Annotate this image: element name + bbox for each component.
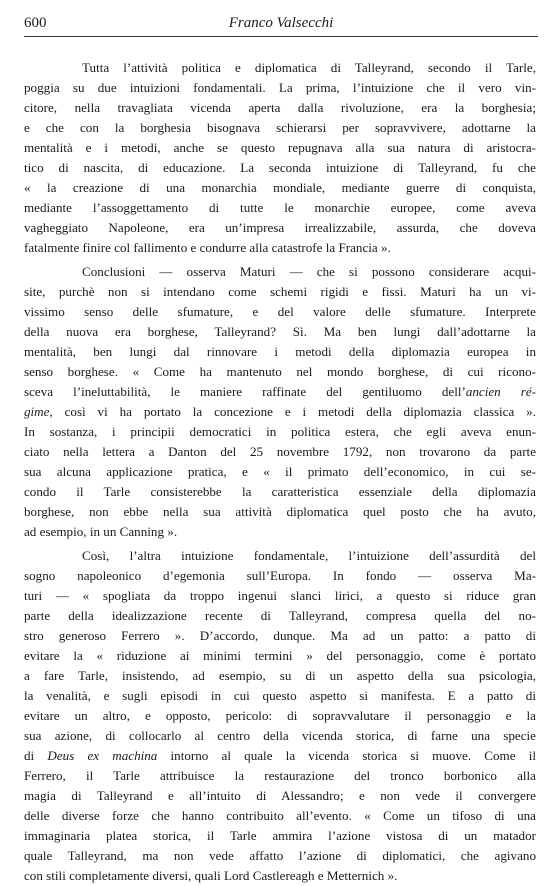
text-span: fatalmente finire col fallimento e condurre alla catastrofe la Francia ». (24, 240, 391, 255)
text-line (24, 806, 536, 826)
body-text (24, 58, 536, 886)
text-line (24, 626, 536, 646)
text-line (24, 502, 536, 522)
text-line (24, 58, 536, 78)
text-span: intorno al quale la vicenda storica si muove. Come il (157, 748, 536, 763)
text-span: mentalità, ben lungi dal rinnovare i metodi della diplomazia europea in (24, 344, 536, 359)
text-span: quale Talleyrand, ma non vede affatto l’azione di diplomatici, che agivano (24, 848, 536, 863)
text-line (24, 846, 536, 866)
text-span: parte della idealizzazione recente di Talleyrand, compresa quella del no- (24, 608, 536, 623)
text-line (24, 666, 536, 686)
text-span: sogno napoleonico d’egemonia sull’Europa. In fondo — osserva Ma- (24, 568, 536, 583)
italic-text: gime (24, 404, 50, 419)
text-span: di (24, 748, 48, 763)
text-span: sceva l’ineluttabilità, le maniere raffinate del gentiluomo dell’ (24, 384, 466, 399)
text-span: vagheggiato Napoleone, era un’impresa irrealizzabile, assurda, che doveva (24, 220, 536, 235)
text-span: poggia su due intuizioni fondamentali. La prima, l’intuizione che il vero vin- (24, 80, 536, 95)
text-span: con stili completamente diversi, quali Lord Castlereagh e Metternich ». (24, 868, 398, 883)
text-span: immaginaria platea storica, il Tarle ammira l’azione vistosa di un matador (24, 828, 536, 843)
text-line (24, 482, 536, 502)
text-span: turi — « spogliata da troppo ingenui slanci lirici, a questo si riduce gran (24, 588, 536, 603)
text-line (24, 302, 536, 322)
text-span: sua alcuna applicazione pratica, e « il primato dell’economico, in cui se- (24, 464, 536, 479)
text-line (24, 646, 536, 666)
text-line (24, 766, 536, 786)
text-span: mentalità e i metodi, anche se questo repugnava alla sua natura di aristocra- (24, 140, 536, 155)
header-rule (24, 36, 538, 37)
text-line (24, 422, 536, 442)
text-span: borghese, non ebbe nella sua attività diplomatica quel posto che ha avuto, (24, 504, 536, 519)
text-span: stro generoso Ferrero ». D’accordo, dunque. Ma ad un patto: a patto di (24, 628, 536, 643)
text-line (24, 282, 536, 302)
text-span: vissimo senso delle sfumature, e del valore delle sfumature. Interprete (24, 304, 536, 319)
text-line (24, 566, 536, 586)
text-line (24, 178, 536, 198)
text-span: tico di nascita, di educazione. La seconda intuizione di Talleyrand, fu che (24, 160, 536, 175)
running-head: Franco Valsecchi (228, 15, 334, 31)
text-span: site, purchè non si intendano come schemi rigidi e fissi. Maturi ha un vi- (24, 284, 536, 299)
text-span: delle diverse forze che hanno contribuito all’evento. « Come un tifoso di una (24, 808, 536, 823)
page-number: 600 (24, 15, 47, 31)
text-span: della nuova era borghese, Talleyrand? Sì. Ma ben lungi dall’adottarne la (24, 324, 536, 339)
text-span: Tutta l’attività politica e diplomatica di Talleyrand, secondo il Tarle, (82, 60, 536, 75)
text-line (24, 606, 536, 626)
text-line (24, 382, 536, 402)
text-line (24, 98, 536, 118)
paragraph (24, 58, 536, 258)
text-span: Così, l’altra intuizione fondamentale, l’intuizione dell’assurdità del (82, 548, 536, 563)
text-line (24, 522, 536, 542)
text-line (24, 462, 536, 482)
italic-text: ancien ré- (465, 384, 536, 399)
text-span: la venalità, e sugli episodi in cui questo aspetto si manifesta. E a patto di (24, 688, 536, 703)
text-line (24, 746, 536, 766)
text-line (24, 362, 536, 382)
text-line (24, 826, 536, 846)
text-span: ciato nella lettera a Danton del 25 novembre 1792, non trovarono da parte (24, 444, 536, 459)
text-line (24, 706, 536, 726)
text-line (24, 342, 536, 362)
text-line (24, 686, 536, 706)
text-span: mediante l’assoggettamento di tutte le monarchie europee, come aveva (24, 200, 536, 215)
text-span: senso borghese. « Come ha mantenuto nel mondo borghese, di cui ricono- (24, 364, 536, 379)
paragraph (24, 262, 536, 542)
text-span: e che con la borghesia bisognava schierarsi per sopravvivere, adottarne la (24, 120, 536, 135)
text-line (24, 866, 536, 886)
text-line (24, 322, 536, 342)
text-line (24, 546, 536, 566)
text-line (24, 158, 536, 178)
text-line (24, 586, 536, 606)
text-line (24, 238, 536, 258)
text-span: , così vi ha portato la concezione e i metodi della diplomazia classica ». (49, 404, 536, 419)
paragraph (24, 546, 536, 886)
page-header (24, 13, 538, 33)
text-span: a fare Tarle, insistendo, ad esempio, su di un aspetto della sua psicologia, (24, 668, 536, 683)
text-span: evitare la « riduzione ai minimi termini » del personaggio, come è portato (24, 648, 536, 663)
text-line (24, 78, 536, 98)
text-span: citore, nella travagliata vicenda aperta dalla rivoluzione, era la borghesia; (24, 100, 536, 115)
text-span: In sostanza, i principii democratici in politica estera, che egli aveva enun- (24, 424, 536, 439)
text-line (24, 218, 536, 238)
text-span: magia di Talleyrand e all’intuito di Alessandro; e non vede il convergere (24, 788, 536, 803)
text-span: ad esempio, in un Canning ». (24, 524, 178, 539)
text-line (24, 198, 536, 218)
italic-text: Deus ex machina (47, 748, 158, 763)
text-line (24, 786, 536, 806)
text-line (24, 262, 536, 282)
text-span: Conclusioni — osserva Maturi — che si possono considerare acqui- (82, 264, 536, 279)
text-line (24, 402, 536, 422)
text-span: sua azione, di collocarlo al centro della vicenda storica, di farne una specie (24, 728, 536, 743)
text-span: Ferrero, il Tarle attribuisce la restaurazione del tronco borbonico alla (24, 768, 536, 783)
text-line (24, 442, 536, 462)
text-line (24, 118, 536, 138)
text-line (24, 138, 536, 158)
text-span: evitare un altro, e opposto, pericolo: di sopravvalutare il personaggio e la (24, 708, 536, 723)
text-line (24, 726, 536, 746)
text-span: condo il Tarle consisterebbe la caratteristica essenziale della diplomazia (24, 484, 536, 499)
text-span: « la creazione di una monarchia mondiale, mediante guerre di conquista, (24, 180, 536, 195)
